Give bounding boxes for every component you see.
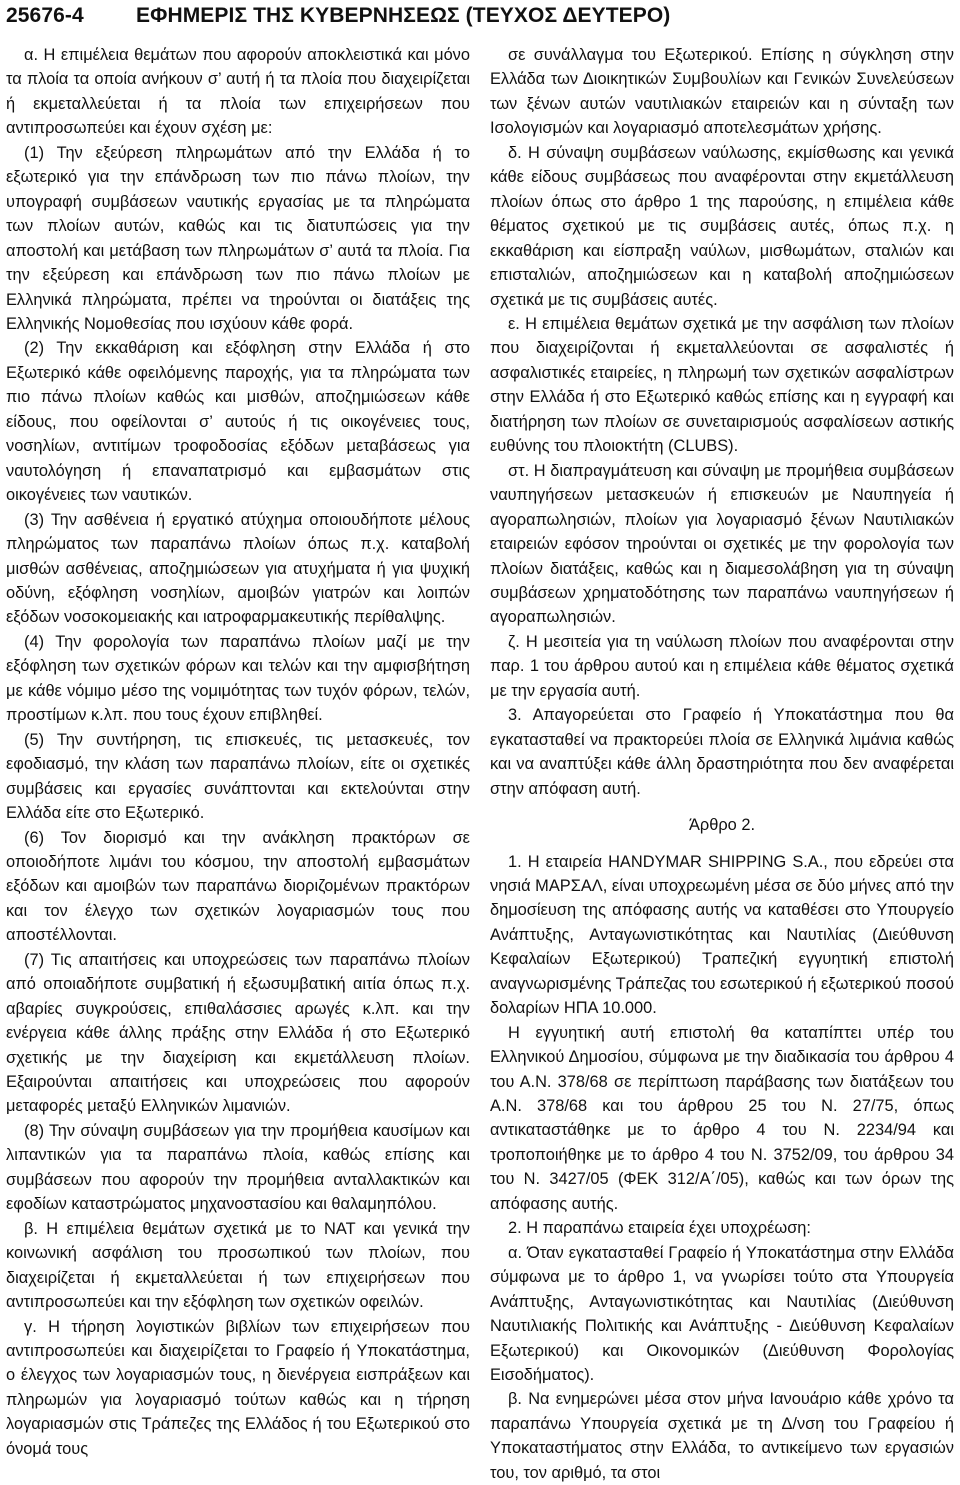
running-header (6, 0, 954, 40)
article-heading: Άρθρο 2. (688, 816, 756, 835)
paragraph: (7) Τις απαιτήσεις και υποχρεώσεις των παραπάνω πλοίων από οποιαδήποτε συμβατική ή εξωσυμβατική αιτία όπως π.χ. αβαρίες συγκρούσεις, επιθαλάσσιες αρωγές κ.λπ. και την ενέργεια κάθε άλλης πράξης στην Ελλάδα ή στο Εξωτερικό σχετικής με την διαχείριση και εκμετάλλευση πλοίων. Εξαιρούνται απαιτήσεις και υποχρεώσεις που αφορούν μεταφορές μεταξύ Ελληνικών λιμανιών. (6, 950, 470, 1116)
paragraph: ζ. Η μεσιτεία για τη ναύλωση πλοίων που αναφέρονται στην παρ. 1 του άρθρου αυτού και η επιμέλεια κάθε θέματος σχετικά με την εργασία αυτή. (490, 632, 954, 700)
paragraph: γ. Η τήρηση λογιστικών βιβλίων των επιχειρήσεων που αντιπροσωπεύει και διαχειρίζεται το Γραφείο ή Υποκατάστημα, ο έλεγχος των λογαριασμών τους, η διενέργεια εισπράξεων και πληρωμών για λογαριασμό τούτων καθώς και η τήρηση λογαριασμών στις Τράπεζες της Ελλάδος ή του Εξωτερικού στο όνομά τους (6, 1317, 470, 1458)
paragraph: β. Η επιμέλεια θεμάτων σχετικά με το ΝΑΤ και γενικά την κοινωνική ασφάλιση του προσωπικού των πλοίων, που διαχειρίζεται ή εκμεταλλεύεται ή των επιχειρήσεων που αντιπροσωπεύει και την εξόφληση των σχετικών οφειλών. (6, 1219, 470, 1312)
paragraph: β. Να ενημερώνει μέσα στον μήνα Ιανουάριο κάθε χρόνο τα παραπάνω Υπουργεία σχετικά με τη Δ/νση του Γραφείου ή Υποκαταστήματος στην Ελλάδα, το αντικείμενο των εργασιών του, τον αριθμό, τα στοι (490, 1390, 954, 1482)
paragraph: στ. Η διαπραγμάτευση και σύναψη με προμήθεια συμβάσεων ναυπηγήσεων μετασκευών ή επισκευών με Ναυπηγεία ή αγοραπωλησιών, πλοίων για λογαριασμό ξένων Ναυτιλιακών εταιρειών εφόσον τηρούνται οι σχετικές με την φορολογία των πλοίων διατάξεις, καθώς και η διαμεσολάβηση για τη σύναψη συμβάσεων χρηματοδότησης των παραπάνω ναυπηγήσεων ή αγοραπωλησιών. (490, 461, 954, 627)
right-column (490, 43, 954, 1485)
paragraph: Η εγγυητική αυτή επιστολή θα καταπίπτει υπέρ του Ελληνικού Δημοσίου, σύμφωνα με την διαδικασία του άρθρου 4 του Α.Ν. 378/68 σε περίπτωση παράβασης των διατάξεων του Α.Ν. 378/68 και του άρθρου 25 του Ν. 27/75, όπως αντικαταστάθηκε με το άρθρο 4 του Ν. 2234/94 και τροποποιήθηκε με το άρθρο 4 του Ν. 3752/09, του άρθρου 34 του Ν. 3427/05 (ΦΕΚ 312/Α΄/05), καθώς και των όρων της απόφασης αυτής. (490, 1023, 954, 1213)
paragraph: δ. Η σύναψη συμβάσεων ναύλωσης, εκμίσθωσης και γενικά κάθε είδους συμβάσεως που αναφέρονται στην εκμετάλλευση πλοίων όπως στο άρθρο 1 της παρούσης, η επιμέλεια κάθε θέματος σχετικού με τις συμβάσεις αυτές, όπως π.χ. η εκκαθάριση και είσπραξη ναύλων, μισθωμάτων, σταλιών και επισταλιών, αποζημιώσεων και η καταβολή αποζημιώσεων σχετικά με τις συμβάσεις αυτές. (490, 143, 954, 309)
paragraph: (8) Την σύναψη συμβάσεων για την προμήθεια καυσίμων και λιπαντικών για τα παραπάνω πλοία, καθώς επίσης και συμβάσεων που αφορούν την προμήθεια ανταλλακτικών και εφοδίων καταστρώματος μηχανοστασίου και θαλαμηπόλου. (6, 1121, 470, 1214)
paragraph: (5) Την συντήρηση, τις επισκευές, τις μετασκευές, τον εφοδιασμό, την κλάση των παραπάνω πλοίων, είτε οι σχετικές συμβάσεις και εργασίες συνάπτονται και εκτελούνται στην Ελλάδα είτε στο Εξωτερικό. (6, 730, 470, 823)
paragraph: 1. Η εταιρεία HANDYMAR SHIPPING S.A., που εδρεύει στα νησιά ΜΑΡΣΑΛ, είναι υποχρεωμένη μέσα σε δύο μήνες από την δημοσίευση της απόφασης αυτής να καταθέσει στο Υπουργείο Ανάπτυξης, Ανταγωνιστικότητας και Ναυτιλίας (Διεύθυνση Κεφαλαίων Εξωτερικού) Τραπεζική εγγυητική επιστολή αναγνωρισμένης Τράπεζας του εσωτερικού ή εξωτερικού ποσού δολαρίων ΗΠΑ 10.000. (490, 852, 955, 1018)
paragraph: 2. Η παραπάνω εταιρεία έχει υποχρέωση: (508, 1219, 811, 1238)
paragraph: 3. Απαγορεύεται στο Γραφείο ή Υποκατάστημα που θα εγκατασταθεί να πρακτορεύει πλοία σε Ελληνικά λιμάνια καθώς και να αναπτύξει κάθε άλλη δραστηριότητα που δεν αναφέρεται στην απόφαση αυτή. (490, 706, 954, 798)
paragraph: (6) Τον διορισμό και την ανάκληση πρακτόρων σε οποιοδήποτε λιμάνι του κόσμου, την αποστολή εμβασμάτων εξόδων και αμοιβών των παραπάνω διοριζομένων πρακτόρων και τον έλεγχο των σχετικών λογαριασμών τους που αποστέλλονται. (6, 828, 470, 945)
paragraph: α. Η επιμέλεια θεμάτων που αφορούν αποκλειστικά και μόνο τα πλοία τα οποία ανήκουν σ’ αυτή ή τα πλοία που διαχειρίζεται ή εκμεταλλεύεται ή τα πλοία των επιχειρήσεων που αντιπροσωπεύει και έχουν σχέση με: (6, 46, 470, 138)
journal-title: ΕΦΗΜΕΡΙΣ ΤΗΣ ΚΥΒΕΡΝΗΣΕΩΣ (ΤΕΥΧΟΣ ΔΕΥΤΕΡΟ) (136, 4, 671, 27)
left-column (6, 43, 470, 1485)
paragraph: α. Όταν εγκατασταθεί Γραφείο ή Υποκατάστημα στην Ελλάδα σύμφωνα με το άρθρο 1, να γνωρίσει τούτο στα Υπουργεία Ανάπτυξης, Ανταγωνιστικότητας και Ναυτιλίας (Διεύθυνση Ναυτιλιακής Πολιτικής και Ανάπτυξης - Διεύθυνση Κεφαλαίων Εξωτερικού) και Οικονομικών (Διεύθυνση Φορολογίας Εισοδήματος). (490, 1243, 954, 1385)
text-columns (6, 43, 954, 1485)
paragraph: (4) Την φορολογία των παραπάνω πλοίων μαζί με την εξόφληση των σχετικών φόρων και τελών και την αμφισβήτηση με κάθε νόμιμο μέσο της νομιμότητας των τυχόν φόρων, τελών, προστίμων κ.λπ. που τους έχουν επιβληθεί. (6, 632, 470, 725)
paragraph: ε. Η επιμέλεια θεμάτων σχετικά με την ασφάλιση των πλοίων που διαχειρίζονται ή εκμεταλλεύονται σε ασφαλιστές ή ασφαλιστικές εταιρείες, η πληρωμή των σχετικών ασφαλίστρων στην Ελλάδα ή στο Εξωτερικό καθώς επίσης και η εγγραφή και διατήρηση των πλοίων σε συνεταιρισμούς ασφαλίσεων αστικής ευθύνης του πλοιοκτήτη (CLUBS). (490, 314, 954, 456)
paragraph: σε συνάλλαγμα του Εξωτερικού. Επίσης η σύγκληση στην Ελλάδα των Διοικητικών Συμβουλίων και Γενικών Συνελεύσεων των ξένων αυτών ναυτιλιακών εταιρειών και η σύνταξη των Ισολογισμών και λογαριασμό αποτελεσμάτων χρήσης. (490, 46, 954, 138)
paragraph: (3) Την ασθένεια ή εργατικό ατύχημα οποιουδήποτε μέλους πληρώματος των παραπάνω πλοίων όπως π.χ. καταβολή μισθών ασθένειας, αποζημιώσεων για ατυχήματα ή για ψυχική οδύνη, εξόφληση νοσηλίων, αμοιβών γιατρών και λοιπών εξόδων νοσοκομειακής και ιατροφαρμακευτικής περίθαλψης. (6, 510, 470, 627)
paragraph: (1) Την εξεύρεση πληρωμάτων από την Ελλάδα ή το εξωτερικό για την επάνδρωση των πιο πάνω πλοίων, την υπογραφή συμβάσεων ναυτικής εργασίας με τα πληρώματα των πλοίων αυτών, καθώς και τις διατυπώσεις για την αποστολή και μετάβαση των πληρωμάτων σ’ αυτά τα πλοία. Για την εξεύρεση και επάνδρωση των πιο πάνω πλοίων με Ελληνικά πληρώματα, πρέπει να τηρούνται οι διατάξεις της Ελληνικής Νομοθεσίας που ισχύουν κάθε φορά. (6, 143, 470, 333)
page-number: 25676-4 (6, 4, 84, 27)
paragraph: (2) Την εκκαθάριση και εξόφληση στην Ελλάδα ή στο Εξωτερικό κάθε οφειλόμενης παροχής, για τα πληρώματα των πιο πάνω πλοίων καθώς και μισθών, αποζημιώσεων κάθε είδους, που οφείλονται σ’ αυτούς ή τις οικογένειες τους, νοσηλίων, αντιτίμων τροφοδοσίας εξόδων μεταβάσεως για ναυτολόγηση ή επαναπατρισμό και εμβασμάτων στις οικογένειες των ναυτικών. (6, 339, 470, 505)
